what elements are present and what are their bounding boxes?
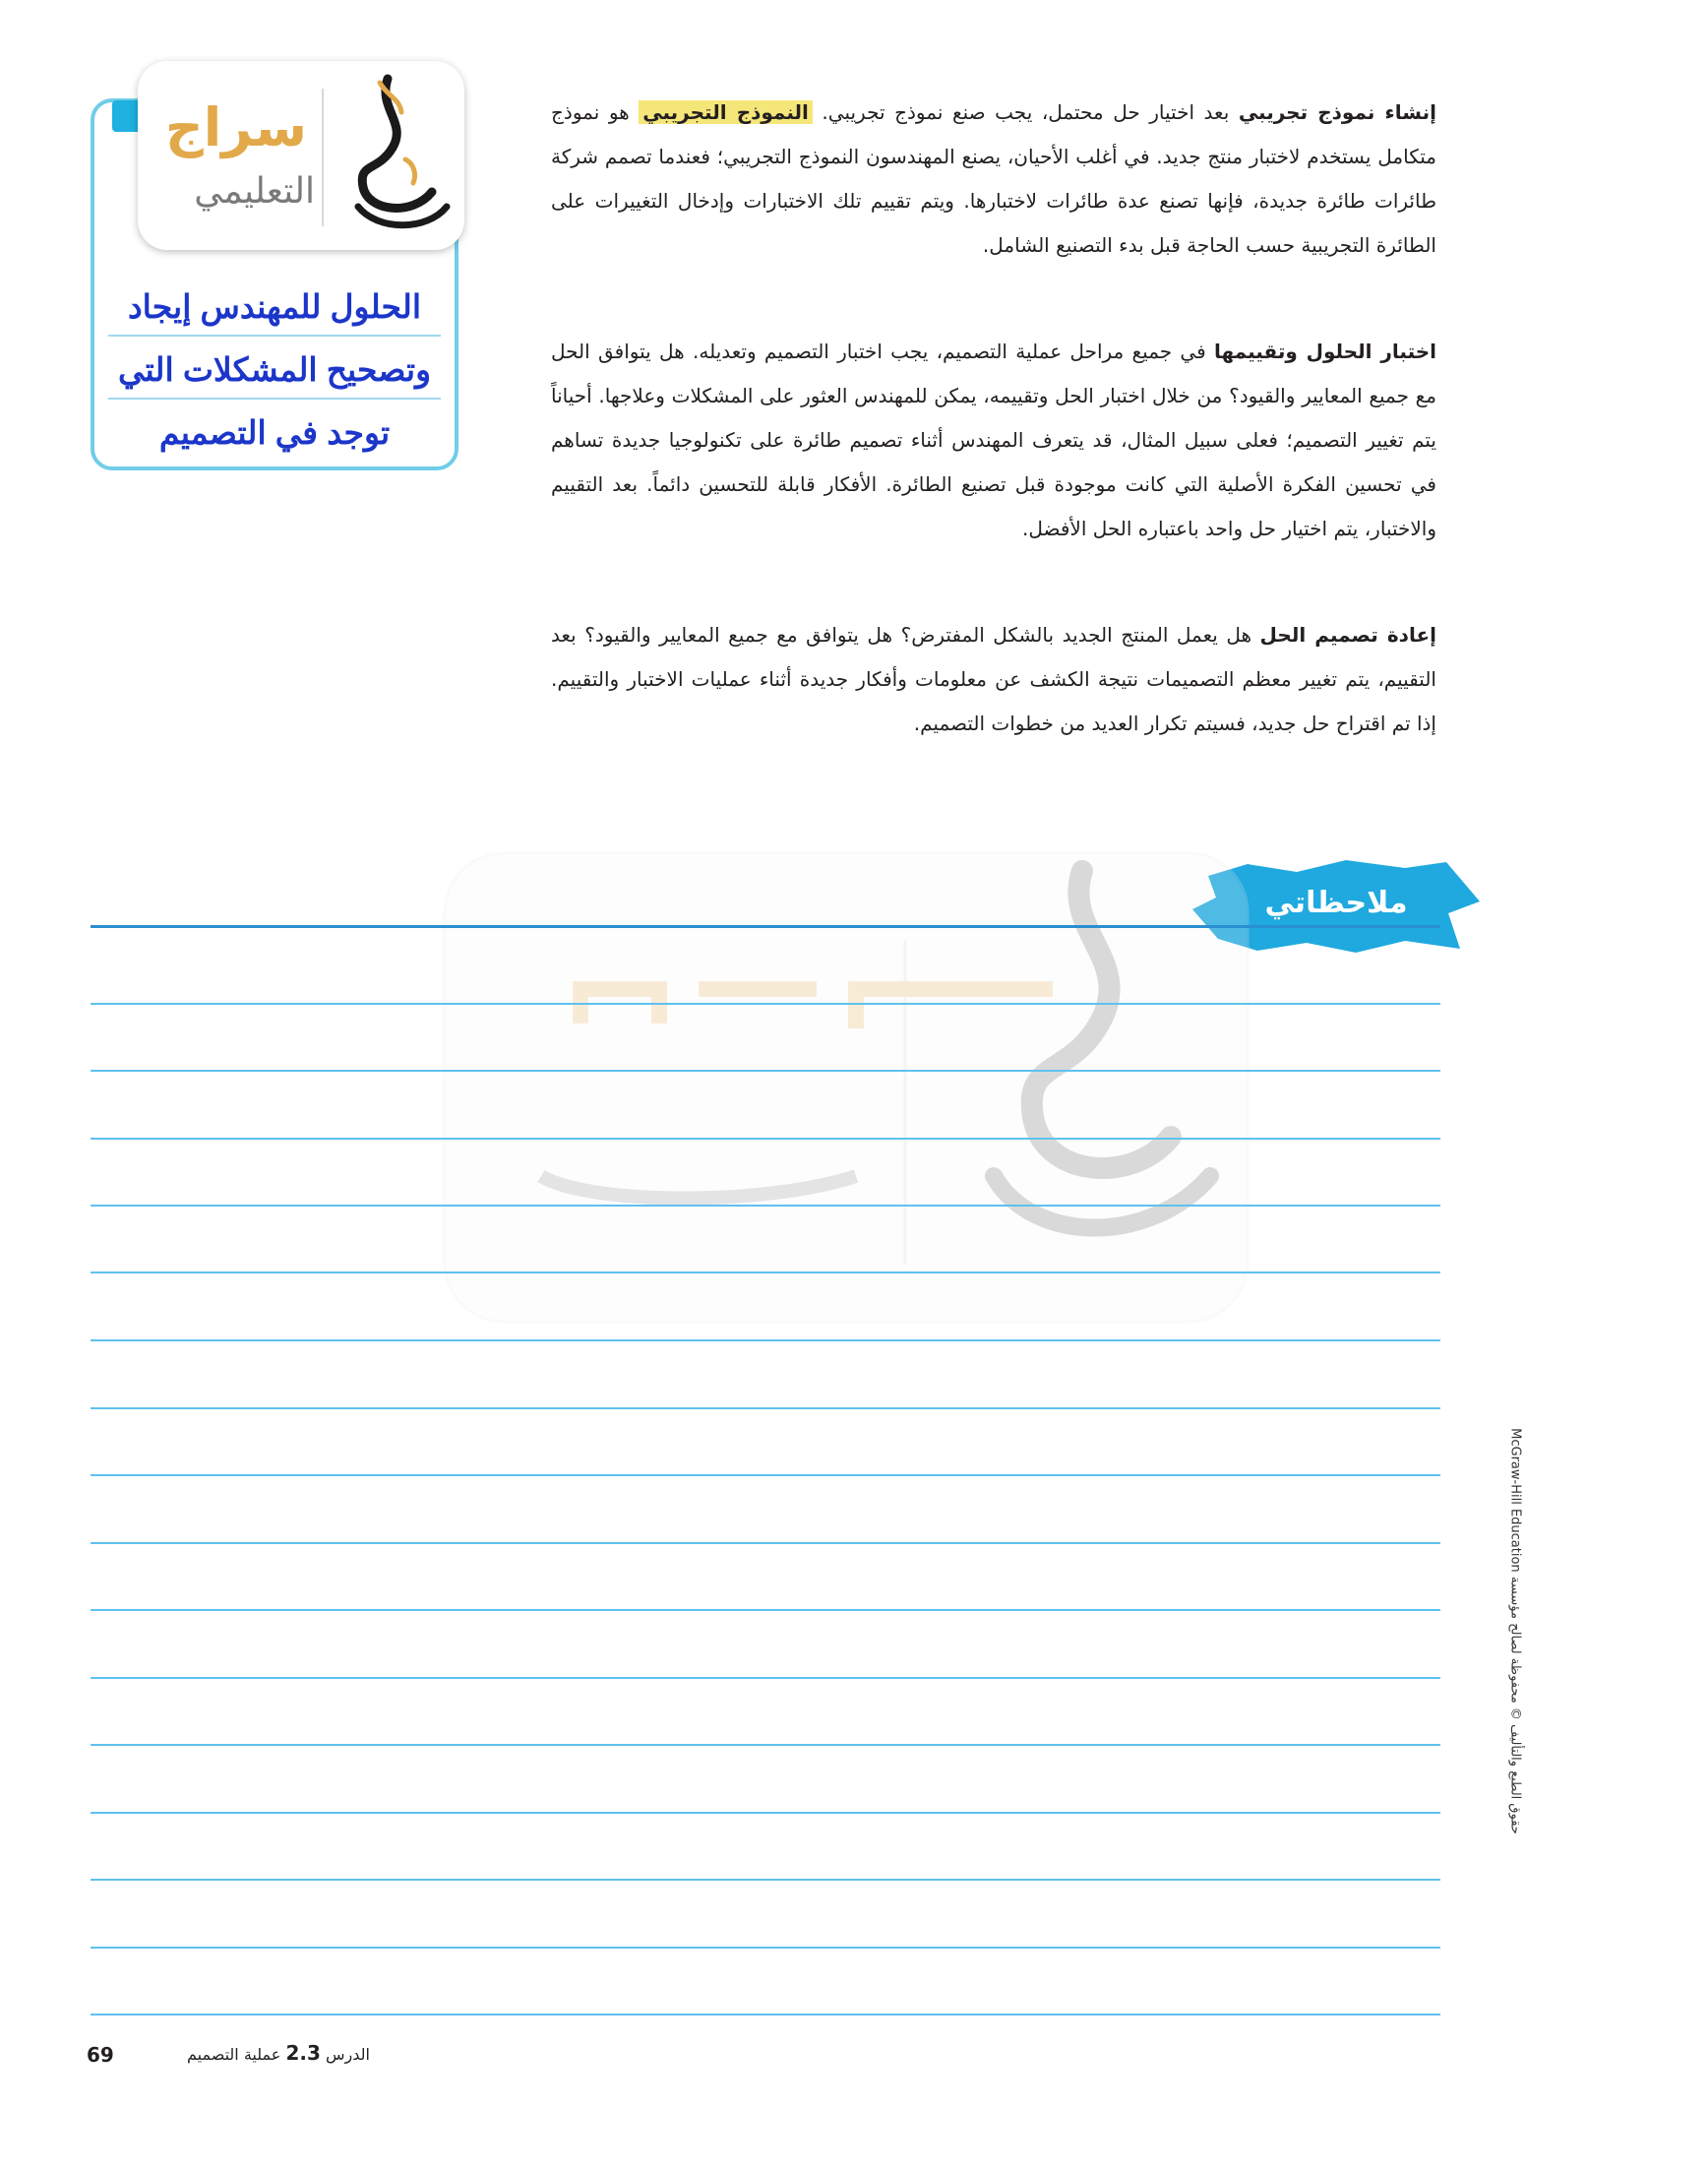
siraj-watermark-icon	[443, 851, 1250, 1324]
paragraph-testing	[551, 330, 1436, 551]
heading-redesign: إعادة تصميم الحل	[1259, 623, 1436, 647]
ruled-line	[91, 1205, 1440, 1207]
notes-title-text: ملاحظاتي	[1264, 886, 1408, 920]
logo-subtitle: التعليمي	[194, 171, 315, 212]
ruled-line	[91, 925, 1440, 928]
heading-prototype: إنشاء نموذج تجريبي	[1238, 100, 1436, 124]
ruled-line	[91, 1138, 1440, 1140]
ruled-line	[91, 1947, 1440, 1949]
ruled-line	[91, 1812, 1440, 1814]
paragraph-redesign	[551, 613, 1436, 746]
callout-line: الحلول للمهندس إيجاد	[108, 276, 441, 337]
ruled-line	[91, 1070, 1440, 1072]
ruled-line	[91, 1744, 1440, 1746]
ruled-line	[91, 1474, 1440, 1476]
callout-line: وتصحيح المشكلات التي	[108, 339, 441, 400]
ruled-line	[91, 1609, 1440, 1611]
copyright-credit	[1495, 1397, 1535, 1890]
ruled-line	[91, 2014, 1440, 2016]
ruled-line	[91, 1272, 1440, 1273]
heading-testing: اختبار الحلول وتقييمها	[1213, 340, 1437, 363]
siraj-logo	[138, 61, 464, 250]
ruled-line	[91, 1542, 1440, 1544]
page-number: 69	[87, 2043, 114, 2067]
footer-lesson	[187, 2041, 370, 2065]
callout-line: توجد في التصميم	[158, 414, 391, 451]
copyright-text: حقوق الطبع والتأليف © محفوظة لصالح مؤسسة McGraw-Hill Education	[1507, 1428, 1523, 1834]
ruled-line	[91, 1003, 1440, 1005]
logo-brand: سراج	[164, 96, 307, 158]
lesson-title: عملية التصميم	[187, 2045, 281, 2064]
paragraph-prototype	[551, 91, 1436, 268]
ruled-line	[91, 1879, 1440, 1881]
calligraphy-mark-icon	[319, 69, 457, 242]
ruled-line	[91, 1407, 1440, 1409]
paragraph-text: بعد اختيار حل محتمل، يجب صنع نموذج تجريبي.	[812, 100, 1239, 124]
paragraph-text: في جميع مراحل عملية التصميم، يجب اختبار التصميم وتعديله. هل يتوافق الحل مع جميع المعايير والقيود؟ من خلال اختبار الحل وتقييمه، يمكن للمهندس العثور على المشكلات وعلاجها. أحياناً يتم تغيير التصميم؛ فعلى سبيل المثال، قد يتعرف المهندس أثناء تصميم طائرة على تكنولوجيا جديدة تساهم في تحسين الفكرة الأصلية التي كانت موجودة قبل تصنيع الطائرة. الأفكار قابلة للتحسين دائماً. بعد التقييم والاختبار، يتم اختيار حل واحد باعتباره الحل الأفضل.	[551, 340, 1436, 540]
paragraph-text: هل يعمل المنتج الجديد بالشكل المفترض؟ هل يتوافق مع جميع المعايير والقيود؟ بعد التقييم، يتم تغيير معظم التصميمات نتيجة الكشف عن معلومات وأفكار جديدة أثناء عمليات الاختبار والتقييم. إذا تم اقتراح حل جديد، فسيتم تكرار العديد من خطوات التصميم.	[551, 623, 1436, 735]
highlighted-term: النموذج التجريبي	[639, 100, 813, 124]
paragraph-text: هو نموذج متكامل يستخدم لاختبار منتج جديد. في أغلب الأحيان، يصنع المهندسون النموذج التجريبي؛ فعندما تصمم شركة طائرات طائرة جديدة، فإنها تصنع عدة طائرات لاختبارها. ويتم تقييم تلك الاختبارات وإدخال التغييرات على الطائرة التجريبية حسب الحاجة قبل بدء التصنيع الشامل.	[551, 100, 1436, 257]
lesson-word: الدرس	[325, 2045, 370, 2064]
lesson-number: 2.3	[285, 2041, 321, 2065]
ruled-line	[91, 1677, 1440, 1679]
ruled-line	[91, 1339, 1440, 1341]
